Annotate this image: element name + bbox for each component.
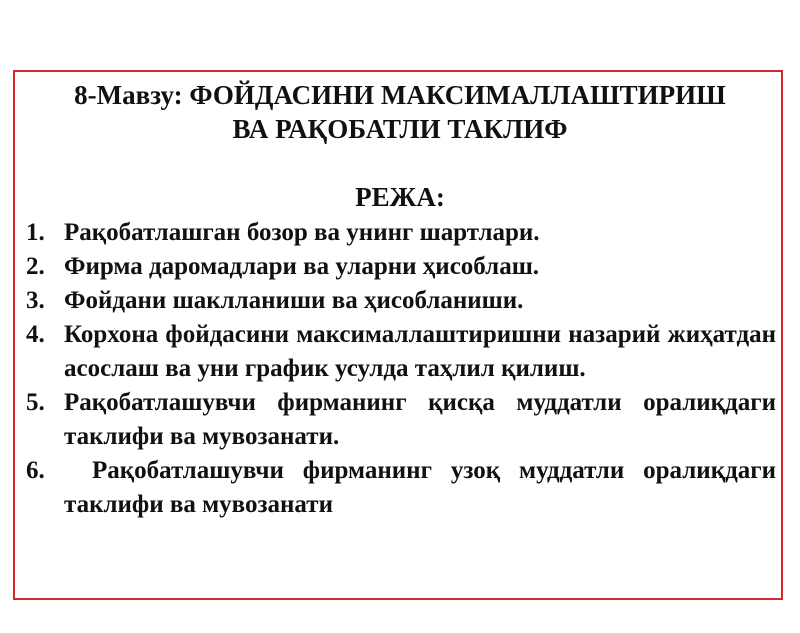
slide-title-line-2: ВА РАҚОБАТЛИ ТАКЛИФ: [232, 114, 568, 144]
plan-item-5: [26, 386, 776, 454]
slide-title-line-1: 8-Мавзу: ФОЙДАСИНИ МАКСИМАЛЛАШТИРИШ: [74, 80, 726, 110]
plan-item-number: 2.: [26, 253, 45, 280]
plan-list: [26, 216, 776, 522]
plan-item-4: [26, 318, 776, 386]
plan-item-text: Корхона фойдасини максималлаштиришни назарий жиҳатдан асослаш ва уни график усулда таҳлил қилиш.: [64, 321, 776, 382]
plan-item-6: [26, 454, 776, 522]
plan-item-number: 4.: [26, 321, 45, 348]
plan-item-text: Рақобатлашувчи фирманинг узоқ муддатли оралиқдаги таклифи ва мувозанати: [64, 457, 776, 518]
plan-item-3: [26, 284, 776, 318]
plan-item-text: Рақобатлашган бозор ва унинг шартлари.: [64, 219, 540, 246]
plan-item-number: 3.: [26, 287, 45, 314]
plan-item-number: 6.: [26, 457, 45, 484]
plan-item-text: Фирма даромадлари ва уларни ҳисоблаш.: [64, 253, 540, 280]
plan-item-1: [26, 216, 776, 250]
plan-item-text: Рақобатлашувчи фирманинг қисқа муддатли оралиқдаги таклифи ва мувозанати.: [64, 389, 776, 450]
plan-item-2: [26, 250, 776, 284]
plan-item-text: Фойдани шаклланиши ва ҳисобланиши.: [64, 287, 524, 314]
plan-item-number: 5.: [26, 389, 45, 416]
plan-heading: РЕЖА:: [355, 182, 445, 212]
plan-item-number: 1.: [26, 219, 45, 246]
